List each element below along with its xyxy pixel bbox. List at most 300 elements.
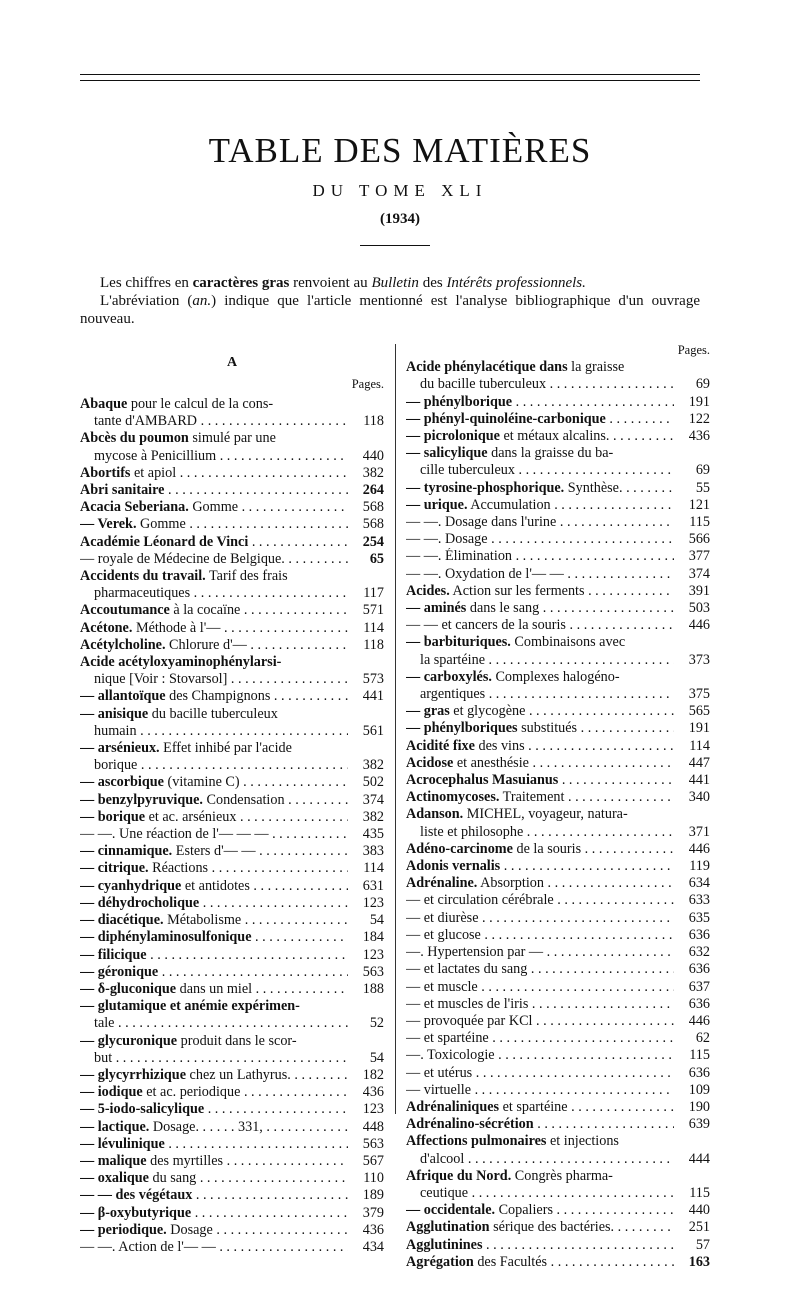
entry-term: — 5-iodo-salicylique xyxy=(80,1101,205,1118)
entry-term: — déhydrocholique xyxy=(80,894,200,911)
page-number: 374 xyxy=(362,791,384,808)
index-entry xyxy=(406,755,710,772)
entry-term: Acide phénylacétique dans xyxy=(406,359,568,376)
entry-term: — anisique xyxy=(80,705,149,722)
entry-text: — —. Dosage xyxy=(406,531,488,548)
index-entry xyxy=(406,1168,710,1185)
page-number: 69 xyxy=(695,376,710,393)
index-entry xyxy=(80,465,384,482)
page-number: 502 xyxy=(362,774,384,791)
page-number: 568 xyxy=(362,499,384,516)
page-number: 441 xyxy=(688,772,710,789)
entry-term: — malique xyxy=(80,1152,147,1169)
entry-term: Afrique du Nord. xyxy=(406,1167,512,1184)
entry-text: — et glucose xyxy=(406,926,481,943)
index-entry xyxy=(406,445,710,462)
index-entry xyxy=(80,964,384,981)
page-number: 123 xyxy=(362,946,384,963)
entry-text: substitués xyxy=(517,720,578,737)
index-entry-continuation xyxy=(80,757,384,774)
entry-term: — aminés xyxy=(406,600,467,617)
index-entry-continuation xyxy=(406,376,710,393)
entry-text: la spartéine . . . xyxy=(420,652,674,669)
index-entry xyxy=(406,910,710,927)
entry-text: et métaux alcalins. xyxy=(499,428,610,444)
index-entry xyxy=(80,1170,384,1187)
index-entry xyxy=(80,1239,384,1256)
intro-italic: Bulletin xyxy=(371,275,419,291)
entry-text: des myrtilles xyxy=(146,1152,224,1169)
index-entry xyxy=(406,617,710,634)
index-entry xyxy=(406,1065,710,1082)
entry-text: but . . . xyxy=(94,1050,348,1067)
page-number: 636 xyxy=(688,995,710,1012)
index-entry-continuation xyxy=(80,723,384,740)
page-number: 637 xyxy=(688,978,710,995)
entry-text: — et spartéine xyxy=(406,1030,489,1047)
index-entry xyxy=(406,1013,710,1030)
index-entry xyxy=(406,892,710,909)
entry-term: Accidents du travail. xyxy=(80,568,206,585)
top-rule xyxy=(80,74,700,75)
page-number: 57 xyxy=(695,1236,710,1253)
entry-text: Métabolisme xyxy=(163,912,242,929)
index-entry xyxy=(80,826,384,843)
entry-term: Agglutination xyxy=(406,1219,490,1236)
page-number: 264 xyxy=(362,482,384,499)
entry-text: Absorption xyxy=(477,875,544,892)
index-entry xyxy=(80,1101,384,1118)
entry-text: — virtuelle xyxy=(406,1081,472,1098)
entry-text: — provoquée par KCl xyxy=(406,1012,533,1029)
entry-term: — benzylpyruvique. xyxy=(80,791,203,808)
index-entry xyxy=(406,720,710,737)
intro-text: ) indique que l'article mentionné est l'analyse bibliographique d'un ouvrage nouveau. xyxy=(80,293,700,327)
entry-text: produit dans le scor- xyxy=(177,1032,297,1049)
index-entry xyxy=(406,1116,710,1133)
index-entry xyxy=(80,912,384,929)
entry-text: — — et cancers de la souris xyxy=(406,617,566,634)
index-entry-continuation xyxy=(406,462,710,479)
entry-term: — arsénieux. xyxy=(80,740,160,757)
entry-text: la graisse xyxy=(567,359,625,376)
intro-text: Les chiffres en xyxy=(100,275,193,291)
entry-text: — —. Dosage dans l'urine xyxy=(406,514,557,531)
page-number: 191 xyxy=(688,720,710,737)
entry-term: — borique xyxy=(80,808,146,825)
page-number: 563 xyxy=(362,963,384,980)
page-number: 561 xyxy=(362,722,384,739)
index-entry xyxy=(406,394,710,411)
index-entry xyxy=(80,878,384,895)
entry-text: des Champignons xyxy=(165,688,271,705)
page-number: 447 xyxy=(688,754,710,771)
index-entry xyxy=(80,998,384,1015)
entry-term: Acacia Seberiana. xyxy=(80,499,189,516)
index-entry xyxy=(406,583,710,600)
entry-term: Abri sanitaire xyxy=(80,482,165,499)
index-entry-continuation xyxy=(80,1050,384,1067)
entry-text: Dosage. . . . . . 331, xyxy=(149,1118,263,1135)
page-number: 254 xyxy=(362,533,384,550)
page-number: 340 xyxy=(688,789,710,806)
intro-text: L'abréviation ( xyxy=(100,293,193,309)
entry-term: — periodique. xyxy=(80,1221,167,1238)
entry-text: nique [Voir : Stovarsol] . . . xyxy=(94,671,348,688)
index-entry-continuation xyxy=(406,686,710,703)
index-entry xyxy=(80,568,384,585)
entry-text: pharmaceutiques . . . xyxy=(94,585,348,602)
page-number: 115 xyxy=(689,514,710,531)
index-entry xyxy=(406,514,710,531)
entry-text: dans la graisse du ba- xyxy=(487,445,614,462)
entry-text: Complexes halogéno- xyxy=(491,668,620,685)
entry-text: Dosage xyxy=(166,1221,213,1238)
entry-text: dans le sang xyxy=(466,600,540,617)
page-number: 374 xyxy=(688,565,710,582)
index-entry xyxy=(406,359,710,376)
page-number: 55 xyxy=(695,479,710,496)
entry-term: — occidentale. xyxy=(406,1202,496,1219)
index-entry xyxy=(406,944,710,961)
index-entry xyxy=(80,1136,384,1153)
page-number: 163 xyxy=(688,1253,710,1270)
index-entry xyxy=(80,602,384,619)
entry-text: tante d'AMBARD . . . xyxy=(94,413,348,430)
page-number: 117 xyxy=(363,585,384,602)
entry-text: du bacille tuberculeux xyxy=(148,705,278,722)
index-entry xyxy=(406,497,710,514)
index-entry xyxy=(406,841,710,858)
index-entry xyxy=(406,961,710,978)
index-entry-continuation xyxy=(406,824,710,841)
entry-term: — β-oxybutyrique xyxy=(80,1204,192,1221)
entry-term: — glycuronique xyxy=(80,1032,178,1049)
index-entry xyxy=(406,600,710,617)
page-number: 503 xyxy=(688,600,710,617)
entry-term: — salicylique xyxy=(406,445,488,462)
page-number: 375 xyxy=(688,686,710,703)
page-number: 639 xyxy=(688,1116,710,1133)
index-entry xyxy=(406,927,710,944)
title-rule xyxy=(360,245,430,246)
page-number: 52 xyxy=(369,1015,384,1032)
index-entry xyxy=(80,706,384,723)
entry-text: et ac. periodique xyxy=(142,1084,241,1101)
page-number: 123 xyxy=(362,1101,384,1118)
index-entry xyxy=(406,806,710,823)
entry-term: Acrocephalus Masuianus xyxy=(406,772,559,789)
page-number: 635 xyxy=(688,909,710,926)
entry-text: des vins xyxy=(474,737,525,754)
entry-text: — et diurèse xyxy=(406,909,479,926)
index-entry xyxy=(406,411,710,428)
page-number: 441 xyxy=(362,688,384,705)
index-entry xyxy=(406,1219,710,1236)
index-entry xyxy=(406,669,710,686)
page-number: 568 xyxy=(362,516,384,533)
index-entry xyxy=(80,1187,384,1204)
entry-term: Adonis vernalis xyxy=(406,858,501,875)
index-entry xyxy=(80,499,384,516)
page-number: 382 xyxy=(362,808,384,825)
entry-text: Réactions xyxy=(148,860,209,877)
entry-text: à la cocaïne xyxy=(169,602,241,619)
top-rule-second xyxy=(80,80,700,81)
entry-term: — cyanhydrique xyxy=(80,877,182,894)
index-entry xyxy=(406,548,710,565)
index-entry-continuation xyxy=(80,1015,384,1032)
entry-term: Abcès du poumon xyxy=(80,430,189,447)
section-letter: A xyxy=(226,355,238,370)
page-number: 446 xyxy=(688,840,710,857)
page-number: 383 xyxy=(362,843,384,860)
entry-term: — lévulinique xyxy=(80,1135,165,1152)
index-entry xyxy=(406,858,710,875)
entry-text: Synthèse. xyxy=(564,479,623,496)
page-number: 636 xyxy=(688,1064,710,1081)
index-entry xyxy=(406,480,710,497)
entry-text: ceutique . . . xyxy=(420,1185,674,1202)
pages-header: Pages. xyxy=(677,343,710,357)
entry-term: — δ-gluconique xyxy=(80,980,177,997)
entry-text: — et circulation cérébrale xyxy=(406,892,554,909)
index-entry xyxy=(80,740,384,757)
page-number: 444 xyxy=(688,1150,710,1167)
intro-paragraph xyxy=(80,274,700,328)
entry-text: MICHEL, voyageur, natura- xyxy=(463,806,628,823)
entry-text: mycose à Penicillium . . . xyxy=(94,448,348,465)
index-entry xyxy=(80,947,384,964)
page-number: 54 xyxy=(369,912,384,929)
entry-text: d'alcool . . . xyxy=(420,1151,674,1168)
page-number: 440 xyxy=(362,447,384,464)
entry-text: — royale de Médecine de Belgique. xyxy=(80,550,285,567)
index-entry xyxy=(406,634,710,651)
entry-term: — carboxylés. xyxy=(406,668,492,685)
entry-text: humain . . . xyxy=(94,723,348,740)
page-number: 571 xyxy=(362,602,384,619)
index-entry-continuation xyxy=(80,448,384,465)
entry-term: — ascorbique xyxy=(80,774,164,791)
entry-term: — diphénylaminosulfonique xyxy=(80,929,252,946)
page-number: 446 xyxy=(688,1012,710,1029)
entry-term: — phénylborique xyxy=(406,393,513,410)
index-entry xyxy=(80,895,384,912)
page-number: 377 xyxy=(688,548,710,565)
index-entry xyxy=(80,1067,384,1084)
entry-term: — tyrosine-phosphorique. xyxy=(406,479,565,496)
index-entry xyxy=(80,1222,384,1239)
page-number: 118 xyxy=(363,636,384,653)
page-number: 184 xyxy=(362,929,384,946)
entry-text: —. Toxicologie xyxy=(406,1047,495,1064)
page-number: 436 xyxy=(362,1221,384,1238)
page-number: 448 xyxy=(362,1118,384,1135)
entry-term: Acétone. xyxy=(80,619,133,636)
page-number: 440 xyxy=(688,1202,710,1219)
entry-text: tale . . . xyxy=(94,1015,348,1032)
entry-text: Combinaisons avec xyxy=(510,634,626,651)
entry-text: Tarif des frais xyxy=(205,568,288,585)
index-entry xyxy=(406,1030,710,1047)
index-entry xyxy=(406,1133,710,1150)
entry-text: liste et philosophe . . . xyxy=(420,824,674,841)
index-entry xyxy=(80,774,384,791)
entry-term: — cinnamique. xyxy=(80,843,173,860)
entry-text: de la souris xyxy=(512,840,582,857)
page-number: 65 xyxy=(369,550,384,567)
entry-term: Acétylcholine. xyxy=(80,636,166,653)
index-entry xyxy=(80,1084,384,1101)
index-entry-continuation xyxy=(406,1185,710,1202)
index-entry-continuation xyxy=(80,671,384,688)
index-entry xyxy=(80,792,384,809)
entry-term: Adrénaliniques xyxy=(406,1098,500,1115)
entry-text: —. Hypertension par — xyxy=(406,944,544,961)
intro-line-2 xyxy=(80,292,700,328)
page-number: 114 xyxy=(363,860,384,877)
page-number: 182 xyxy=(362,1066,384,1083)
page-number: 446 xyxy=(688,617,710,634)
index-entry xyxy=(406,738,710,755)
page-number: 62 xyxy=(695,1030,710,1047)
entry-term: — citrique. xyxy=(80,860,149,877)
entry-term: — iodique xyxy=(80,1084,143,1101)
entry-text: Copaliers xyxy=(495,1202,553,1219)
entry-text: — et lactates du sang xyxy=(406,961,528,978)
entry-term: Abaque xyxy=(80,396,128,412)
pages-header: Pages. xyxy=(351,377,384,391)
page-number: 563 xyxy=(362,1135,384,1152)
entry-text: — —. Une réaction de l'— — — xyxy=(80,826,269,843)
index-entry xyxy=(406,531,710,548)
page-number: 371 xyxy=(688,823,710,840)
volume-subtitle: DU TOME XLI xyxy=(312,181,488,200)
entry-text: argentiques . . . xyxy=(420,686,674,703)
entry-text: du sang xyxy=(148,1170,197,1187)
entry-text: Condensation xyxy=(202,791,285,808)
entry-term: Acidose xyxy=(406,754,454,771)
entry-text: des Facultés xyxy=(473,1253,548,1270)
entry-text: (vitamine C) xyxy=(163,774,240,791)
entry-term: Abortifs xyxy=(80,464,131,481)
page-number: 251 xyxy=(688,1219,710,1236)
page-number: 189 xyxy=(362,1187,384,1204)
entry-text: — et utérus xyxy=(406,1064,473,1081)
entry-term: — picrolonique xyxy=(406,428,500,444)
page-number: 121 xyxy=(688,496,710,513)
volume-year: (1934) xyxy=(380,211,420,227)
index-entry-continuation xyxy=(80,585,384,602)
index-entry xyxy=(406,1202,710,1219)
entry-term: — géronique xyxy=(80,963,159,980)
page-title: TABLE DES MATIÈRES xyxy=(208,131,592,170)
page-number: 567 xyxy=(362,1152,384,1169)
page-number: 435 xyxy=(362,826,384,843)
entry-text: et antidotes xyxy=(181,877,250,894)
index-entry xyxy=(80,551,384,568)
entry-text: et anesthésie xyxy=(453,754,529,771)
entry-text: et injections xyxy=(546,1133,619,1150)
page-number: 109 xyxy=(688,1081,710,1098)
entry-term: Actinomycoses. xyxy=(406,789,500,806)
index-entry xyxy=(406,1254,710,1271)
page-number: 373 xyxy=(688,651,710,668)
entry-term: Acides. xyxy=(406,582,450,599)
entry-term: — glutamique et anémie expérimen- xyxy=(80,998,300,1015)
entry-term: — gras xyxy=(406,703,450,720)
entry-text: Action sur les ferments xyxy=(449,582,585,599)
index-entry xyxy=(406,996,710,1013)
index-entry xyxy=(406,428,710,445)
entry-text: du bacille tuberculeux . . . xyxy=(420,376,674,393)
entry-text: et ac. arsénieux xyxy=(145,808,237,825)
entry-term: — lactique. xyxy=(80,1118,150,1135)
entry-term: — allantoïque xyxy=(80,688,166,705)
page-number: 119 xyxy=(689,858,710,875)
entry-term: — Verek. xyxy=(80,516,137,533)
index-entry xyxy=(80,654,384,671)
page-number: 634 xyxy=(688,875,710,892)
entry-text: et apiol xyxy=(130,464,177,481)
entry-text: — —. Élimination xyxy=(406,548,513,565)
index-entry xyxy=(80,1033,384,1050)
entry-text: — et muscles de l'iris xyxy=(406,995,529,1012)
entry-text: Méthode à l'— xyxy=(132,619,221,636)
entry-term: — filicique xyxy=(80,946,147,963)
index-entry xyxy=(80,981,384,998)
entry-term: Affections pulmonaires xyxy=(406,1133,547,1150)
entry-text: Congrès pharma- xyxy=(511,1167,613,1184)
entry-term: Académie Léonard de Vinci xyxy=(80,533,249,550)
entry-term: — oxalique xyxy=(80,1170,149,1187)
index-entry xyxy=(80,637,384,654)
entry-text: — —. Action de l'— — xyxy=(80,1238,216,1255)
entry-term: — glycyrrhizique xyxy=(80,1066,186,1083)
page-number: 191 xyxy=(688,393,710,410)
page-number: 190 xyxy=(688,1098,710,1115)
entry-text: Gomme xyxy=(136,516,186,533)
entry-text: Gomme xyxy=(188,499,239,516)
entry-text: borique . . . xyxy=(94,757,348,774)
page-number: 633 xyxy=(688,892,710,909)
page-number: 382 xyxy=(362,464,384,481)
index-entry xyxy=(406,979,710,996)
index-entry xyxy=(80,1205,384,1222)
index-entry xyxy=(80,809,384,826)
page-number: 69 xyxy=(695,462,710,479)
entry-text: — —. Oxydation de l'— — xyxy=(406,565,564,582)
entry-term: — — des végétaux xyxy=(80,1187,193,1204)
entry-text: chez un Lathyrus. xyxy=(186,1066,291,1083)
page-number: 114 xyxy=(689,737,710,754)
entry-term: — urique. xyxy=(406,496,468,513)
page-number: 115 xyxy=(689,1047,710,1064)
entry-term: Accoutumance xyxy=(80,602,170,619)
entry-term: Adrénalino-sécrétion xyxy=(406,1116,534,1133)
index-entry xyxy=(80,688,384,705)
entry-text: sérique des bactéries. xyxy=(489,1219,615,1236)
index-entry xyxy=(80,534,384,551)
page-number: 118 xyxy=(363,413,384,430)
index-entry-continuation xyxy=(406,652,710,669)
intro-bold: caractères gras xyxy=(192,275,290,291)
index-entry xyxy=(406,875,710,892)
index-entry xyxy=(80,396,384,413)
entry-term: Agglutinines xyxy=(406,1236,483,1253)
intro-text: renvoient au xyxy=(289,275,372,291)
